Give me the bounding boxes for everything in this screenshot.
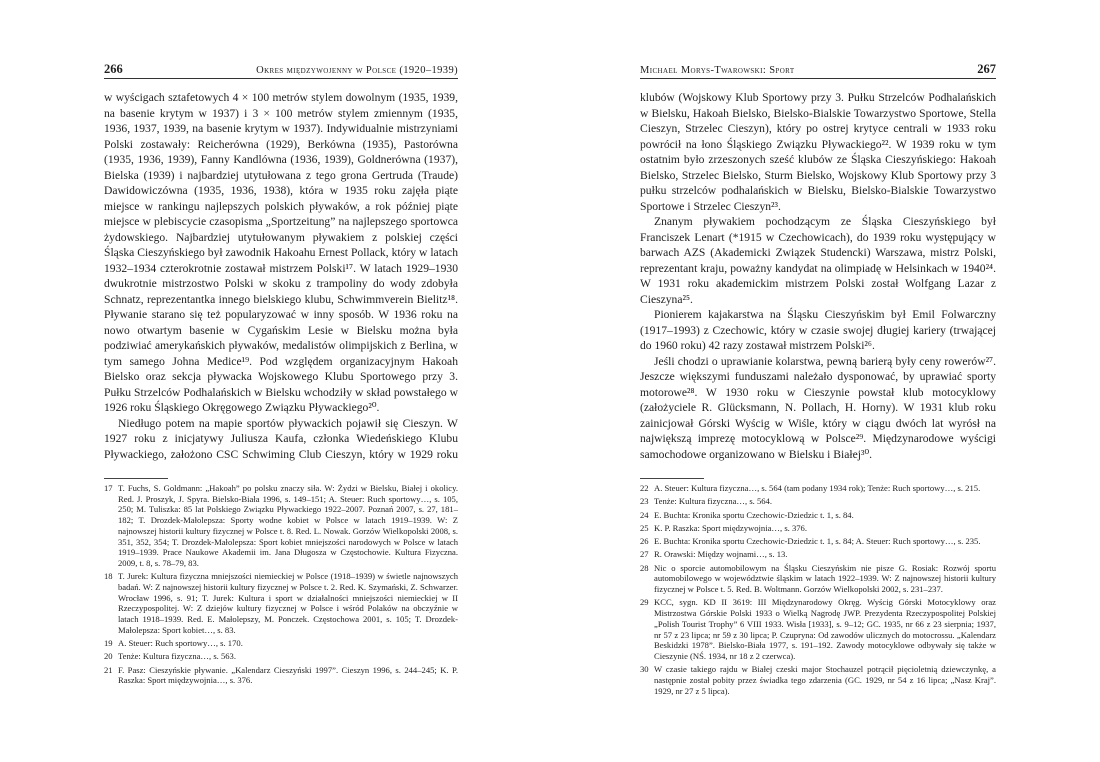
footnote-number: 28	[640, 562, 649, 573]
footnote-text: E. Buchta: Kronika sportu Czechowic-Dziedzic t. 1, s. 84; A. Steuer: Ruch sportowy…, s. 235.	[654, 536, 981, 547]
left-page-number: 266	[104, 62, 123, 76]
footnote	[104, 483, 458, 569]
left-footnote-rule	[104, 478, 168, 479]
footnote	[104, 638, 458, 649]
paragraph: Pionierem kajakarstwa na Śląsku Cieszyńskim był Emil Folwarczny (1917–1993) z Czechowic, który w czasie swojej długiej kariery (trwającej do 1960 roku) 42 razy zostawał mistrzem Polski²⁶.	[640, 308, 996, 352]
footnote-number: 26	[640, 536, 649, 547]
right-footnote-rule	[640, 478, 704, 479]
footnote-text: W czasie takiego rajdu w Białej czeski major Stochauzel potrącił pięcioletnią dziewczynkę, a następnie został pobity przez świadka tego zdarzenia (GC. 1929, nr 54 z 16 lipca; „Nasz Kraj”. 1929, nr 27 z 5 lipca).	[654, 664, 996, 696]
footnote-text: A. Steuer: Ruch sportowy…, s. 170.	[118, 638, 243, 649]
right-header-rule	[640, 78, 996, 79]
footnote-number: 23	[640, 496, 649, 507]
paragraph: Jeśli chodzi o uprawianie kolarstwa, pewną barierą były ceny rowerów²⁷. Jeszcze większymi funduszami należało dysponować, by uprawiać sporty motorowe²⁸. W 1930 roku w Cieszynie powstał klub motocyklowy (założyciele R. Glücksmann, N. Pollach, H. Horny). W 1931 klub roku zainicjował Górski Wyścig w Wiśle, który w ciągu dwóch lat wyrósł na największą imprezę motocyklową w Polsce²⁹. Międzynarodowe wyścigi samochodowe organizowano w Bielsku i Białej³⁰.	[640, 354, 996, 461]
footnote	[640, 536, 996, 547]
footnote-text: Tenże: Kultura fizyczna…, s. 564.	[654, 496, 772, 507]
footnote	[640, 664, 996, 696]
left-body-text	[104, 90, 458, 462]
footnote-text: A. Steuer: Kultura fizyczna…, s. 564 (tam podany 1934 rok); Tenże: Ruch sportowy…, s. 215.	[654, 483, 981, 493]
footnote-number: 30	[640, 664, 649, 675]
footnote-number: 19	[104, 638, 113, 649]
footnote-text: T. Jurek: Kultura fizyczna mniejszości niemieckiej w Polsce (1918–1939) w świetle najnowszych badań. W: Z najnowszej historii kultury fizycznej w Polsce t. 2. Red. K. Szymański, Z. Schwarzer. Wrocław 1996, s. 91; T. Jurek: Kultura i sport w działalności mniejszości niemieckiej w II Rzeczypospolitej. W: Z dziejów kultury fizycznej w Polsce i wśród Polaków na obczyźnie w latach 1918–1939. Red. E. Małolepszy, M. Ponczek. Częstochowa 2001, s. 105; T. Drozdek-Małolepsza: Sport kobiet…, s. 83.	[118, 571, 458, 635]
footnote	[640, 510, 996, 521]
footnote	[640, 496, 996, 507]
footnote-text: KCC, sygn. KD II 3619: III Międzynarodowy Okręg. Wyścig Górski Motocyklowy oraz Mistrzostwa Górskie Polski 1933 o Wielką Nagrodę JWP. Prezydenta Rzeczypospolitej Polskiej „Polish Tourist Trophy” 6 VIII 1933. Wisła [1933], s. 9–12; GC. 1935, nr 66 z 23 sierpnia; 1937, nr 57 z 23 lipca; nr 59 z 30 lipca; P. Czupryna: Od zawodów ulicznych do motocrossu. „Kalendarz Beskidzki 1978”. Bielsko-Biała 1977, s. 191–192. Zawody motocyklowe odbywały się także w Cieszynie (NŚ. 1934, nr 18 z 2 czerwca).	[654, 597, 996, 661]
footnote-number: 24	[640, 509, 649, 520]
footnote	[104, 651, 458, 662]
footnote	[640, 523, 996, 534]
right-footnotes	[640, 483, 996, 723]
footnote	[640, 563, 996, 595]
paragraph: Niedługo potem na mapie sportów pływackich pojawił się Cieszyn. W 1927 roku z inicjatywy Juliusza Kaufa, członka Wiedeńskiego Klubu Pływackiego, założono CSC Schwiming Club Cieszyn, który w 1929 roku	[104, 416, 458, 461]
right-page	[550, 0, 1100, 762]
paragraph: klubów (Wojskowy Klub Sportowy przy 3. Pułku Strzelców Podhalańskich w Bielsku, Hakoah Bielsko, Bielsko-Bialskie Towarzystwo Sportowe, Stella Cieszyn, Strzelec Cieszyn), który po ostrej krytyce centrali w 1933 roku powrócił na łono Śląskiego Związku Pływackiego²². W 1939 roku w tym ostatnim było zrzeszonych sześć klubów ze Śląska Cieszyńskiego: Hakoah Bielsko, Strzelec Bielsko, Sturm Bielsko, Wojskowy Klub Sportowy przy 3 pułku strzelców podhalańskich w Bielsku, Bielsko-Bialskie Towarzystwo Sportowe i Strzelec Cieszyn²³.	[640, 91, 996, 213]
footnote	[640, 549, 996, 560]
right-running-head	[640, 62, 996, 78]
right-page-number: 267	[977, 62, 996, 76]
footnote-text: Tenże: Kultura fizyczna…, s. 563.	[118, 651, 236, 662]
footnote-number: 17	[104, 483, 113, 493]
footnote-text: F. Pasz: Cieszyńskie pływanie. „Kalendarz Cieszyński 1997”. Cieszyn 1996, s. 244–245; K. P. Raszka: Sport międzywojnia…, s. 376.	[118, 664, 458, 686]
footnote-text: T. Fuchs, S. Goldmann: „Hakoah” po polsku znaczy siła. W: Żydzi w Bielsku, Białej i okolicy. Red. J. Proszyk, J. Spyra. Bielsko-Biała 1996, s. 149–151; A. Steuer: Ruch sportowy…, s. 105, 250; M. Tuliszka: 85 lat Polskiego Związku Pływackiego 1922–2007. Poznań 2007, s. 27, 181–182; T. Drozdek-Małolepsza: Sporty wodne kobiet w Polsce w latach 1919–1939. W: Z najnowszej historii kultury fizycznej w Polsce t. 8. Red. L. Nowak. Gorzów Wielkopolski 2008, s. 351, 352, 354; T. Drozdek-Małolepsza: Sport kobiet mniejszości narodowych w Polsce w latach 1919–1939. Prace Naukowe Akademii im. Jana Długosza w Częstochowie. Kultura Fizyczna. 2009, t. 8, s. 78–79, 83.	[118, 483, 458, 568]
footnote	[640, 597, 996, 661]
paragraph: w wyścigach sztafetowych 4 × 100 metrów stylem dowolnym (1935, 1939, na basenie krytym w 1937) i 3 × 100 metrów stylem zmiennym (1935, 1936, 1937, 1939, na basenie krytym w 1937). Indywidualnie mistrzyniami Polski zostawały: Reicherówna (1929), Berkówna (1935), Pastorówna (1935, 1936, 1939), Fanny Kandlówna (1936, 1939), Goldnerówna (1937), Bielska (1939) i najbardziej utytułowana z tego grona Gertruda (Traude) Dawidowiczówna (1935, 1936, 1938), która w 1935 roku zajęła piąte miejsce w rankingu najlepszych polskich pływaków, a rok później piąte miejsce w plebiscycie czasopisma „Sportzeitung” na najlepszego sportowca żydowskiego. Najbardziej utytułowanym pływakiem z polskiej części Śląska Cieszyńskiego był zawodnik Hakoahu Ernest Pollack, który w latach 1932–1934 czterokrotnie zostawał mistrzem Polski¹⁷. W latach 1929–1930 dwukrotnie mistrzostwo Polski w skoku z trampoliny do wody zdobyła Schnatz, reprezentantka innego bielskiego klubu, Schwimmverein Bielitz¹⁸. Pływanie starano się też popularyzować w inny sposób. W 1936 roku na nowo otwartym basenie w Cygańskim Lesie w Bielsku można była podziwiać amerykańskich pływaków, medalistów olimpijskich z Berlina, w tym samego Johna Medice¹⁹. Pod względem organizacyjnym Hakoah Bielsko oraz sekcja pływacka Wojskowego Klubu Sportowego przy 3. Pułku Strzelców Podhalańskich w Bielsku wchodziły w skład powstałego w 1926 roku Śląskiego Okręgowego Związku Pływackiego²⁰.	[104, 91, 458, 414]
right-body-text	[640, 90, 996, 462]
footnote-number: 25	[640, 522, 649, 533]
footnote-number: 18	[104, 571, 113, 582]
footnote-number: 27	[640, 549, 649, 560]
footnote-number: 21	[104, 664, 113, 675]
paragraph: Znanym pływakiem pochodzącym ze Śląska Cieszyńskiego był Franciszek Lenart (*1915 w Czechowicach), do 1939 roku występujący w barwach AZS (Akademicki Związek Studencki) Warszawa, mistrz Polski, reprezentant kraju, poważny kandydat na olimpiadę w Helsinkach w 1940²⁴. W 1931 roku akademickim mistrzem Polski został Wolfgang Lazar z Cieszyna²⁵.	[640, 215, 996, 306]
left-running-head	[104, 62, 458, 78]
left-footnotes	[104, 483, 458, 723]
footnote-number: 29	[640, 597, 649, 608]
left-running-title: Okres międzywojenny w Polsce (1920–1939)	[256, 65, 458, 76]
footnote-number: 20	[104, 651, 113, 662]
left-header-rule	[104, 78, 458, 79]
footnote-text: Nic o sporcie automobilowym na Śląsku Cieszyńskim nie pisze G. Rosiak: Rozwój sportu automobilowego w województwie śląskim w latach 1922–1939. W: Z najnowszej historii kultury fizycznej w Polsce t. 5. Red. B. Woltmann. Gorzów Wielkopolski 2002, s. 231–237.	[654, 562, 996, 595]
footnote	[640, 483, 996, 494]
footnote	[104, 665, 458, 686]
footnote-number: 22	[640, 483, 649, 493]
right-running-title: Michael Morys-Twarowski: Sport	[640, 65, 795, 76]
footnote-text: E. Buchta: Kronika sportu Czechowic-Dziedzic t. 1, s. 84.	[654, 509, 854, 520]
footnote-text: R. Orawski: Między wojnami…, s. 13.	[654, 549, 788, 560]
footnote-text: K. P. Raszka: Sport międzywojnia…, s. 376.	[654, 522, 808, 533]
footnote	[104, 571, 458, 635]
